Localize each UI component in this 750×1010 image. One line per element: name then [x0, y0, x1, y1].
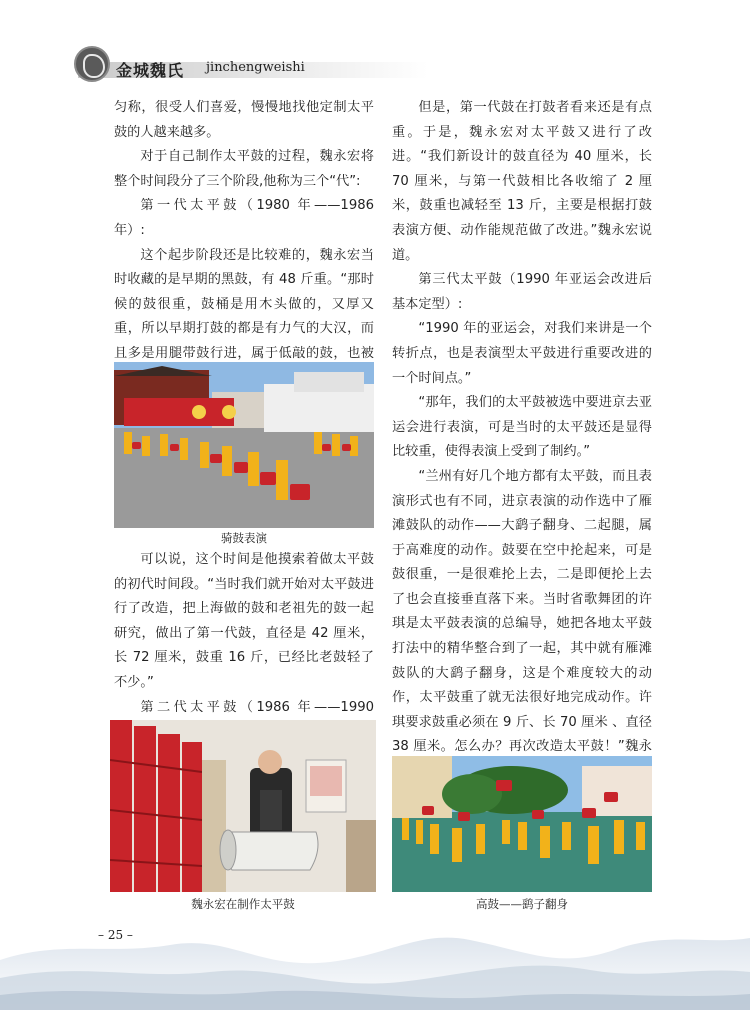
logo-seal	[74, 46, 110, 82]
paragraph: 第三代太平鼓（1990 年亚运会改进后基本定型）:	[392, 272, 652, 312]
caption-making-drum: 魏永宏在制作太平鼓	[191, 897, 295, 911]
paragraph: 第一代太平鼓（1980 年——1986 年）:	[114, 198, 374, 238]
paragraph: 可以说，这个时间是他摸索着做太平鼓的初代时间段。“当时我们就开始对太平鼓进行了改造，把上海做的鼓和老祖先的鼓一起研究，做出了第一代鼓，直径是 42 厘米，长 72 厘米，鼓重 16 斤，已经比老鼓轻了不少。”	[114, 552, 374, 690]
caption-riding-drum: 骑鼓表演	[221, 531, 267, 545]
photo-making-drum	[110, 720, 376, 892]
header-title-cn: 金城魏氏	[116, 61, 185, 80]
paragraph: 第二代太平鼓（1986 年——1990	[140, 699, 374, 715]
header-title-en: jinchengweishi	[206, 60, 305, 75]
paragraph: “1990 年的亚运会，对我们来讲是一个转折点，也是表演型太平鼓进行重要改进的一个时间点。”	[392, 321, 652, 386]
paragraph: “那年，我们的太平鼓被选中要进京去亚运会进行表演，可是当时的太平鼓还是显得比较重，使得表演上受到了制约。”	[392, 395, 652, 460]
paragraph: 匀称，很受人们喜爱，慢慢地找他定制太平鼓的人越来越多。	[114, 100, 374, 140]
paragraph: “兰州有好几个地方都有太平鼓，而且表演形式也有不同，进京表演的动作选中了雁滩鼓队的动作——大鹞子翻身、二起腿，属于高难度的动作。鼓要在空中抡起来，可是鼓很重，一是很难抡上去，二是即便抡上去了也会直接垂直落下来。当时省歌舞团的许琪是太平鼓表演的总编导，她把各地太平鼓打法中的精华整合到了一起，其中就有雁滩鼓队的大鹞子翻身，这是个难度较大的动作，太平鼓重了就无法很好地完成动作。许琪要求鼓重必须在 9 斤、长 70 厘米 、直径 38 厘米。怎么办？再次改造太平鼓！”魏永	[392, 468, 652, 755]
left-column-bottom	[114, 548, 374, 745]
right-column	[392, 96, 652, 785]
photo-high-drum	[392, 756, 652, 892]
paragraph: 但是，第一代鼓在打鼓者看来还是有点重。于是，魏永宏对太平鼓又进行了改进。“我们新设计的鼓直径为 40 厘米，长 70 厘米，与第一代鼓相比各收缩了 2 厘米，鼓重也减轻至 13 斤，主要是根据打鼓表演方便、动作能规范做了改进。”魏永宏说道。	[392, 100, 652, 263]
left-column-top	[114, 96, 374, 391]
paragraph: 对于自己制作太平鼓的过程，魏永宏将整个时间段分了三个阶段,他称为三个“代”:	[114, 149, 374, 189]
paragraph: 这个起步阶段还是比较难的，魏永宏当时收藏的是早期的黑鼓，有 48 斤重。“那时候的鼓很重，鼓桶是用木头做的，又厚又重，所以早期打鼓的都是有力气的大汉，而且多是用腿带鼓行进，属于低敲的鼓，也被	[114, 247, 374, 361]
mountain-background	[0, 900, 750, 1010]
photo-riding-drum	[114, 362, 374, 528]
page-number: – 25 –	[98, 928, 133, 942]
caption-high-drum: 高鼓——鹞子翻身	[476, 897, 568, 911]
